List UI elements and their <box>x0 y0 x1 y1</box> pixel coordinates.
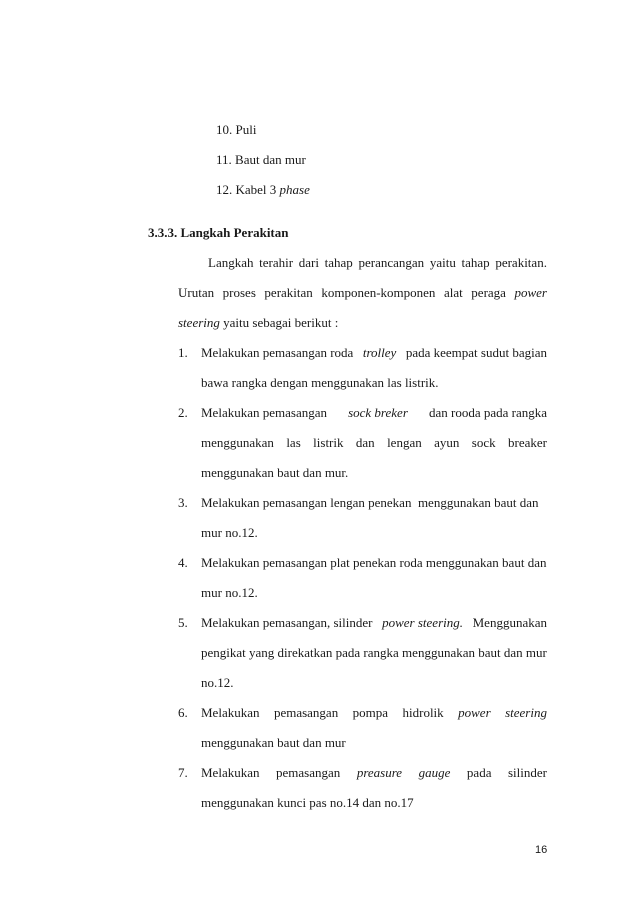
step-word: sock <box>471 435 496 450</box>
step-text: Melakukan pemasangan, silinder <box>201 615 373 630</box>
intro-word: yaitu <box>429 255 456 270</box>
step-word: Melakukan <box>201 765 260 780</box>
step-emphasis: power <box>458 705 491 720</box>
section-title: Langkah Perakitan <box>180 225 289 240</box>
intro-word: tahap <box>461 255 490 270</box>
step-3-line-1: Melakukan pemasangan lengan penekan menggunakan baut dan <box>201 495 539 510</box>
intro-word: dari <box>298 255 319 270</box>
step-text: Melakukan pemasangan <box>201 405 327 420</box>
step-number: 5. <box>178 615 188 630</box>
step-5-line-3: no.12. <box>201 675 234 690</box>
step-emphasis: preasure <box>356 765 403 780</box>
step-word: ayun <box>434 435 460 450</box>
step-emphasis: power steering. <box>382 615 463 630</box>
step-text: Melakukan pemasangan roda <box>201 345 354 360</box>
step-number: 7. <box>178 765 188 780</box>
step-emphasis: trolley <box>362 345 397 360</box>
step-4-line-2: mur no.12. <box>201 585 258 600</box>
step-emphasis: sock breker <box>348 405 408 420</box>
material-item-text: Baut dan mur <box>235 152 306 167</box>
step-number: 4. <box>178 555 188 570</box>
step-3-line-2: mur no.12. <box>201 525 258 540</box>
step-emphasis: gauge <box>418 765 451 780</box>
step-4-line-1: Melakukan pemasangan plat penekan roda menggunakan baut dan <box>201 555 547 570</box>
step-word: pompa <box>352 705 389 720</box>
intro-word: proses <box>222 285 256 300</box>
step-word: Melakukan <box>201 705 260 720</box>
intro-word: Langkah <box>208 255 254 270</box>
page-number: 16 <box>535 844 548 856</box>
material-item-number: 12. <box>216 182 233 197</box>
material-item-11 <box>216 152 306 168</box>
step-2-line-1 <box>201 405 547 421</box>
step-word: silinder <box>508 765 547 780</box>
step-2-line-2 <box>201 435 547 451</box>
step-number: 2. <box>178 405 188 420</box>
step-7-line-2: menggunakan kunci pas no.14 dan no.17 <box>201 795 414 810</box>
intro-word: perakitan. <box>495 255 547 270</box>
step-word: listrik <box>313 435 344 450</box>
intro-word-emphasis: power <box>514 285 547 300</box>
intro-line-1 <box>208 255 547 271</box>
step-1-line-2: bawa rangka dengan menggunakan las listrik. <box>201 375 439 390</box>
step-2-line-3: menggunakan baut dan mur. <box>201 465 349 480</box>
step-5-line-2: pengikat yang direkatkan pada rangka menggunakan baut dan mur <box>201 645 547 660</box>
step-text: pada keempat sudut bagian <box>405 345 547 360</box>
intro-line-2 <box>178 285 547 301</box>
intro-word-emphasis: steering <box>178 315 220 330</box>
intro-line-3 <box>178 315 338 331</box>
section-number: 3.3.3. <box>148 225 178 240</box>
step-word: lengan <box>387 435 422 450</box>
intro-text: yaitu sebagai berikut : <box>223 315 339 330</box>
intro-word: terahir <box>259 255 294 270</box>
intro-word: komponen-komponen <box>321 285 436 300</box>
step-word: pemasangan <box>273 705 339 720</box>
material-item-text: Puli <box>235 122 257 137</box>
intro-word: perancangan <box>358 255 425 270</box>
material-item-number: 10. <box>216 122 233 137</box>
step-word: hidrolik <box>402 705 444 720</box>
intro-word: peraga <box>471 285 506 300</box>
step-word: las <box>286 435 301 450</box>
step-word: menggunakan <box>201 435 274 450</box>
material-item-10 <box>216 122 256 138</box>
material-item-text: Kabel 3 <box>235 182 277 197</box>
step-number: 1. <box>178 345 188 360</box>
step-number: 3. <box>178 495 188 510</box>
step-word: breaker <box>508 435 547 450</box>
step-1-line-1 <box>201 345 547 361</box>
section-heading <box>148 225 289 241</box>
step-number: 6. <box>178 705 188 720</box>
material-item-12 <box>216 182 310 198</box>
step-word: pemasangan <box>276 765 341 780</box>
intro-word: tahap <box>324 255 353 270</box>
step-text: dan rooda pada rangka <box>428 405 547 420</box>
step-word: pada <box>466 765 492 780</box>
step-7-line-1 <box>201 765 547 781</box>
intro-word: perakitan <box>264 285 313 300</box>
step-6-line-2: menggunakan baut dan mur <box>201 735 346 750</box>
step-5-line-1 <box>201 615 547 631</box>
material-item-number: 11. <box>216 152 232 167</box>
step-text: Menggunakan <box>472 615 547 630</box>
intro-word: alat <box>443 285 463 300</box>
step-emphasis: steering <box>505 705 547 720</box>
material-item-emphasis: phase <box>279 182 310 197</box>
step-word: dan <box>355 435 375 450</box>
step-6-line-1 <box>201 705 547 721</box>
intro-word: Urutan <box>178 285 215 300</box>
